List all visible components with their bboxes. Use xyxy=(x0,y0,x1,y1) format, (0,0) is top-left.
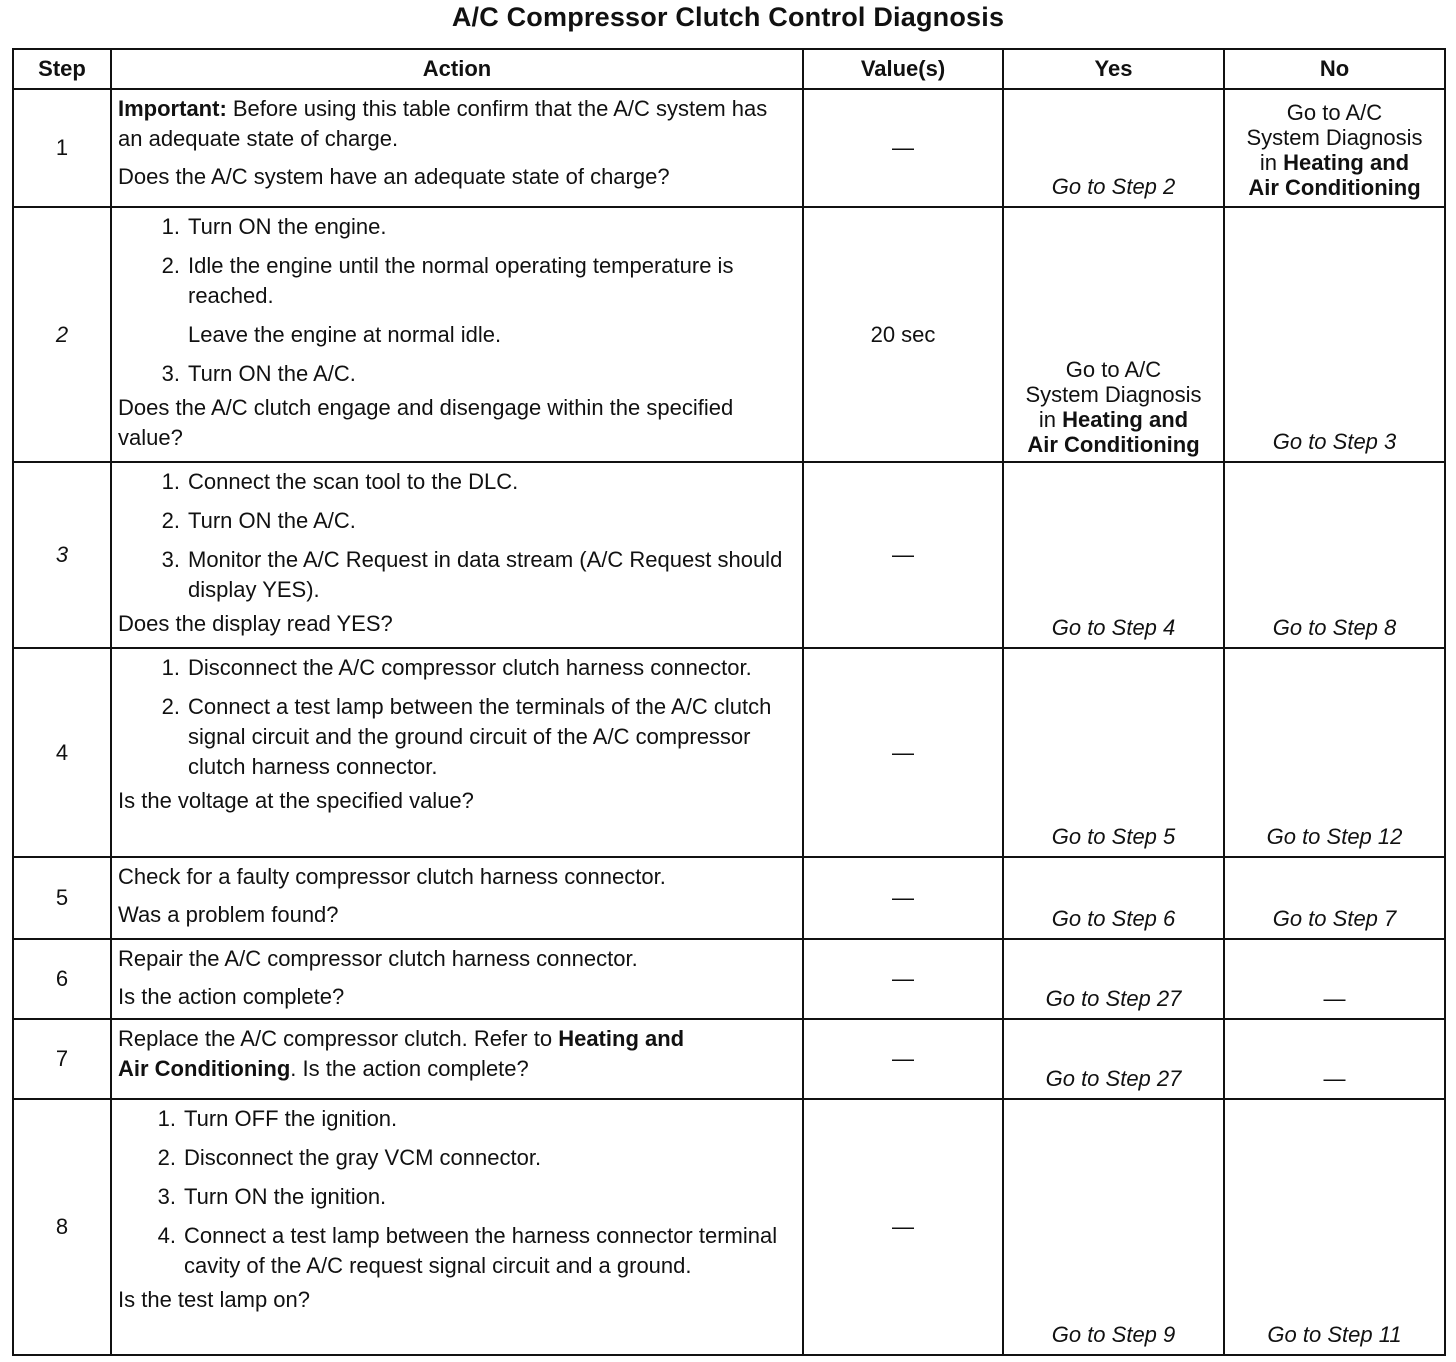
goto-line-bold: Heating and xyxy=(1062,407,1189,432)
action-cell xyxy=(111,648,803,857)
yes-cell xyxy=(1003,207,1224,462)
goto-line: Go to A/C xyxy=(1065,357,1162,382)
value-cell: — xyxy=(803,939,1003,1019)
instruction-list xyxy=(118,653,796,782)
no-cell xyxy=(1224,857,1445,939)
table-row xyxy=(13,648,1445,857)
list-item xyxy=(148,1221,796,1281)
question: Is the voltage at the specified value? xyxy=(118,788,474,813)
action-cell xyxy=(111,857,803,939)
no-cell xyxy=(1224,462,1445,648)
instruction-list xyxy=(118,467,796,605)
reference-link[interactable]: Air Conditioning xyxy=(118,1056,291,1081)
yes-cell xyxy=(1003,1019,1224,1099)
step-number: 6 xyxy=(13,939,111,1019)
item-text: Idle the engine until the normal operating temperature is reached. xyxy=(188,253,734,308)
item-number: 1. xyxy=(161,655,180,680)
action-text-part: . Is the action complete? xyxy=(290,1056,529,1081)
goto-link[interactable]: Go to Step 27 xyxy=(1045,1066,1182,1091)
goto-link[interactable]: Go to Step 5 xyxy=(1051,824,1176,849)
table-header-row xyxy=(13,49,1445,89)
item-text: Turn ON the engine. xyxy=(188,214,387,239)
table-row xyxy=(13,462,1445,648)
item-number: 2. xyxy=(161,253,180,278)
action-cell xyxy=(111,939,803,1019)
goto-link[interactable]: Go to Step 12 xyxy=(1266,824,1403,849)
goto-link[interactable]: Go to Step 8 xyxy=(1272,615,1397,640)
question: Is the action complete? xyxy=(118,984,345,1009)
item-text: Turn ON the A/C. xyxy=(188,508,356,533)
goto-line-bold: Heating and xyxy=(1283,150,1410,175)
goto-line xyxy=(1004,407,1223,432)
no-cell: — xyxy=(1224,1019,1445,1099)
important-note xyxy=(118,94,796,154)
value-cell: — xyxy=(803,648,1003,857)
instruction-list xyxy=(118,359,796,389)
list-item xyxy=(152,692,796,782)
question: Does the A/C clutch engage and disengage within the specified value? xyxy=(118,395,734,450)
goto-line: System Diagnosis xyxy=(1025,382,1202,407)
goto-line: Air Conditioning xyxy=(1248,175,1421,200)
goto-link[interactable]: Go to Step 27 xyxy=(1045,986,1182,1011)
action-text: Repair the A/C compressor clutch harness connector. xyxy=(118,946,638,971)
yes-cell xyxy=(1003,648,1224,857)
goto-line-text: in xyxy=(1038,407,1063,432)
item-number: 4. xyxy=(157,1223,176,1248)
list-item xyxy=(148,1182,796,1212)
table-row xyxy=(13,939,1445,1019)
goto-line-text: in xyxy=(1259,150,1284,175)
goto-line: System Diagnosis xyxy=(1246,125,1423,150)
item-text: Connect a test lamp between the terminals of the A/C clutch signal circuit and the ground circuit of the A/C compressor clutch harness connector. xyxy=(188,694,772,779)
step-number xyxy=(13,462,111,648)
table-row xyxy=(13,207,1445,462)
value-cell: — xyxy=(803,462,1003,648)
yes-cell xyxy=(1003,857,1224,939)
table-row xyxy=(13,89,1445,207)
item-text: Turn ON the A/C. xyxy=(188,361,356,386)
page-title: A/C Compressor Clutch Control Diagnosis xyxy=(451,2,1005,32)
item-number: 1. xyxy=(161,469,180,494)
item-text: Disconnect the A/C compressor clutch harness connector. xyxy=(188,655,752,680)
step-number-text: 2 xyxy=(55,321,69,347)
step-number: 1 xyxy=(13,89,111,207)
list-item xyxy=(152,251,796,311)
header-step: Step xyxy=(13,49,111,89)
question: Is the test lamp on? xyxy=(118,1287,310,1312)
table-row xyxy=(13,857,1445,939)
goto-link[interactable]: Go to Step 6 xyxy=(1051,906,1176,931)
table-row xyxy=(13,1019,1445,1099)
list-item xyxy=(152,359,796,389)
item-text: Connect the scan tool to the DLC. xyxy=(188,469,519,494)
action-cell xyxy=(111,462,803,648)
instruction-note: Leave the engine at normal idle. xyxy=(188,322,502,347)
step-number-text: 3 xyxy=(55,542,69,567)
goto-link[interactable]: Go to Step 7 xyxy=(1272,906,1397,931)
instruction-list xyxy=(118,1104,796,1281)
header-no: No xyxy=(1224,49,1445,89)
table-row xyxy=(13,1099,1445,1355)
item-text: Connect a test lamp between the harness connector terminal cavity of the A/C request signal circuit and a ground. xyxy=(184,1223,778,1278)
instruction-list xyxy=(118,212,796,311)
no-cell: — xyxy=(1224,939,1445,1019)
item-number: 2. xyxy=(161,508,180,533)
header-yes: Yes xyxy=(1003,49,1224,89)
action-cell xyxy=(111,1019,803,1099)
no-cell xyxy=(1224,89,1445,207)
goto-link[interactable]: Go to Step 3 xyxy=(1272,429,1397,454)
item-number: 2. xyxy=(161,694,180,719)
question: Does the display read YES? xyxy=(118,611,393,636)
yes-cell xyxy=(1003,939,1224,1019)
action-cell xyxy=(111,1099,803,1355)
important-label: Important: xyxy=(118,96,227,121)
header-values: Value(s) xyxy=(803,49,1003,89)
step-number xyxy=(13,207,111,462)
diagnosis-table xyxy=(12,48,1446,1356)
header-action: Action xyxy=(111,49,803,89)
goto-line: Air Conditioning xyxy=(1027,432,1200,457)
step-number: 7 xyxy=(13,1019,111,1099)
list-item xyxy=(152,653,796,683)
action-cell xyxy=(111,89,803,207)
list-item xyxy=(152,545,796,605)
item-text: Monitor the A/C Request in data stream (A/C Request should display YES). xyxy=(188,547,783,602)
yes-cell xyxy=(1003,462,1224,648)
action-cell xyxy=(111,207,803,462)
yes-cell xyxy=(1003,1099,1224,1355)
action-text xyxy=(118,1024,796,1084)
item-text: Turn OFF the ignition. xyxy=(184,1106,398,1131)
no-cell xyxy=(1224,1099,1445,1355)
list-item xyxy=(152,212,796,242)
question: Does the A/C system have an adequate state of charge? xyxy=(118,164,670,189)
step-number: 8 xyxy=(13,1099,111,1355)
important-text: Before using this table confirm that the A/C system has an adequate state of charge. xyxy=(118,96,768,151)
item-number: 1. xyxy=(161,214,180,239)
no-cell xyxy=(1224,648,1445,857)
step-number: 4 xyxy=(13,648,111,857)
value-cell: — xyxy=(803,1099,1003,1355)
item-text: Disconnect the gray VCM connector. xyxy=(184,1145,542,1170)
yes-cell xyxy=(1003,89,1224,207)
goto-system-diagnosis[interactable] xyxy=(1225,100,1444,200)
item-text: Turn ON the ignition. xyxy=(184,1184,387,1209)
goto-line xyxy=(1225,150,1444,175)
action-text-part: Replace the A/C compressor clutch. Refer to xyxy=(118,1026,559,1051)
list-item xyxy=(148,1143,796,1173)
question: Was a problem found? xyxy=(118,902,339,927)
value-cell: 20 sec xyxy=(803,207,1003,462)
goto-link[interactable]: Go to Step 11 xyxy=(1267,1322,1402,1347)
value-cell: — xyxy=(803,89,1003,207)
value-cell: — xyxy=(803,1019,1003,1099)
item-number: 1. xyxy=(157,1106,176,1131)
goto-system-diagnosis[interactable] xyxy=(1004,357,1223,457)
goto-link[interactable]: Go to Step 2 xyxy=(1051,174,1176,199)
list-item xyxy=(152,506,796,536)
item-number: 3. xyxy=(157,1184,176,1209)
action-text: Check for a faulty compressor clutch harness connector. xyxy=(118,864,666,889)
step-number: 5 xyxy=(13,857,111,939)
item-number: 3. xyxy=(161,361,180,386)
list-item xyxy=(152,467,796,497)
value-cell: — xyxy=(803,857,1003,939)
goto-link[interactable]: Go to Step 9 xyxy=(1051,1322,1176,1347)
item-number: 3. xyxy=(161,547,180,572)
no-cell xyxy=(1224,207,1445,462)
goto-line: Go to A/C xyxy=(1286,100,1383,125)
item-number: 2. xyxy=(157,1145,176,1170)
goto-link[interactable]: Go to Step 4 xyxy=(1051,615,1176,640)
reference-link[interactable]: Heating and xyxy=(558,1026,685,1051)
list-item xyxy=(148,1104,796,1134)
